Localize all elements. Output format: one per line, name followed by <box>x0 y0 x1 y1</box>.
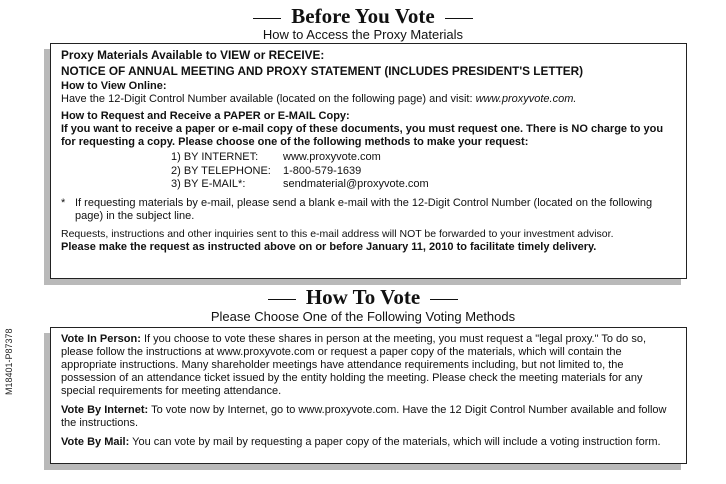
method-value[interactable]: www.proxyvote.com <box>283 151 381 163</box>
how-to-vote-title-text: How To Vote <box>305 285 421 309</box>
title-rule-left <box>253 18 281 19</box>
request-heading: How to Request and Receive a PAPER or E-MAIL Copy: <box>61 110 350 122</box>
materials-heading: Proxy Materials Available to VIEW or RECEIVE: <box>61 48 325 62</box>
method-value[interactable]: sendmaterial@proxyvote.com <box>283 178 429 190</box>
view-online-instruction: Have the 12-Digit Control Number available (located on the following page) and visit: <box>61 93 473 105</box>
deadline-text: Please make the request as instructed above on or before January 11, 2010 to facilitate timely delivery. <box>61 240 597 253</box>
method-label: 1) BY INTERNET: <box>171 151 259 163</box>
method-internet <box>171 151 678 165</box>
vote-by-internet-text: To vote now by Internet, go to www.proxyvote.com. Have the 12 Digit Control Number available and follow the instructions. <box>61 404 667 429</box>
request-methods <box>171 151 678 192</box>
before-you-vote-title <box>0 5 726 27</box>
view-online-heading: How to View Online: <box>61 80 167 92</box>
view-online-text <box>61 93 678 106</box>
access-subtitle: How to Access the Proxy Materials <box>262 27 464 42</box>
method-email <box>171 178 678 192</box>
voting-methods-subtitle: Please Choose One of the Following Voting Methods <box>210 309 516 324</box>
method-label: 2) BY TELEPHONE: <box>171 164 271 177</box>
notice-heading: NOTICE OF ANNUAL MEETING AND PROXY STATEMENT (INCLUDES PRESIDENT'S LETTER) <box>61 64 584 78</box>
request-text: If you want to receive a paper or e-mail copy of these documents, you must request one. There is NO charge to you for requesting a copy. Please choose one of the following methods to make your request: <box>61 123 664 148</box>
vote-by-mail-heading: Vote By Mail: <box>61 436 130 448</box>
voting-methods-box <box>50 327 687 464</box>
proxyvote-link[interactable]: www.proxyvote.com. <box>475 93 577 105</box>
method-value[interactable]: 1-800-579-1639 <box>283 164 362 177</box>
method-telephone <box>171 165 678 179</box>
title-rule-left <box>268 299 296 300</box>
document-code: M18401-P87378 <box>4 328 14 395</box>
title-rule-right <box>445 18 473 19</box>
method-label: 3) BY E-MAIL*: <box>171 178 246 190</box>
note-asterisk: * <box>61 196 66 209</box>
vote-by-internet <box>61 404 678 430</box>
note-text: If requesting materials by e-mail, please send a blank e-mail with the 12-Digit Control Number (located on the following page) in the subject line. <box>75 196 653 222</box>
vote-by-mail <box>61 436 678 449</box>
vote-in-person-heading: Vote In Person: <box>61 333 141 345</box>
vote-by-internet-heading: Vote By Internet: <box>61 404 149 416</box>
proxy-materials-box <box>50 43 687 279</box>
forward-text: Requests, instructions and other inquiries sent to this e-mail address will NOT be forwarded to your investment advisor. <box>61 227 614 240</box>
title-rule-right <box>430 299 458 300</box>
vote-by-mail-text: You can vote by mail by requesting a paper copy of the materials, which will include a voting instruction form. <box>132 436 661 448</box>
vote-in-person-text: If you choose to vote these shares in person at the meeting, you must request a "legal proxy." To do so, please follow the instructions at www.proxyvote.com or request a paper copy of the materials, which will contain the appropriate instructions. Many shareholder meetings have attendance requirements including, but not limited to, the possession of an attendance ticket issued by the entity holding the meeting. Please check the meeting materials for any special requirements for meeting attendance. <box>61 333 647 397</box>
email-note <box>61 197 678 223</box>
how-to-vote-title <box>0 286 726 308</box>
vote-in-person <box>61 333 678 398</box>
before-you-vote-title-text: Before You Vote <box>291 4 435 28</box>
